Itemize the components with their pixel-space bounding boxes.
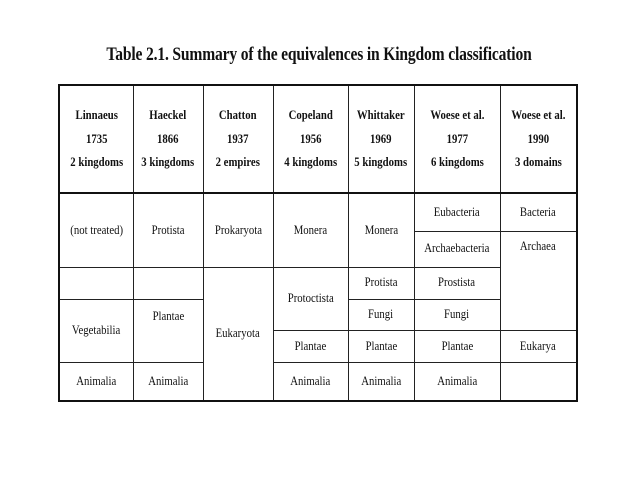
cell-chatton-prokaryota: Prokaryota (203, 193, 273, 267)
cell-woese77-animalia: Animalia (414, 363, 500, 401)
table-caption: Table 2.1. Summary of the equivalences in Kingdom classification (106, 44, 532, 65)
cell-woese77-plantae: Plantae (414, 331, 500, 363)
cell-copeland-animalia: Animalia (273, 363, 348, 401)
cell-copeland-plantae: Plantae (273, 331, 348, 363)
cell-haeckel-plantae: Plantae (133, 299, 203, 363)
cell-woese77-eubacteria: Eubacteria (414, 193, 500, 231)
cell-chatton-eukaryota: Eukaryota (203, 267, 273, 401)
cell-woese77-archaebacteria: Archaebacteria (414, 231, 500, 267)
header-copeland: Copeland 1956 4 kingdoms (273, 85, 348, 193)
cell-linnaeus-animalia: Animalia (59, 363, 133, 401)
kingdom-classification-table (58, 84, 578, 402)
cell-haeckel-protista: Protista (133, 193, 203, 267)
cell-copeland-monera: Monera (273, 193, 348, 267)
header-chatton: Chatton 1937 2 empires (203, 85, 273, 193)
header-row (59, 85, 577, 193)
cell-whittaker-animalia: Animalia (348, 363, 414, 401)
cell-whittaker-fungi: Fungi (348, 299, 414, 331)
cell-woese90-bacteria: Bacteria (500, 193, 577, 231)
header-woese-1990: Woese et al. 1990 3 domains (500, 85, 577, 193)
header-whittaker: Whittaker 1969 5 kingdoms (348, 85, 414, 193)
cell-linnaeus-not-treated: (not treated) (59, 193, 133, 267)
cell-whittaker-plantae: Plantae (348, 331, 414, 363)
cell-woese90-archaea: Archaea (500, 231, 577, 331)
cell-haeckel-animalia: Animalia (133, 363, 203, 401)
cell-linnaeus-vegetabilia: Vegetabilia (59, 299, 133, 363)
cell-woese77-prostista: Prostista (414, 267, 500, 299)
cell-woese77-fungi: Fungi (414, 299, 500, 331)
header-haeckel: Haeckel 1866 3 kingdoms (133, 85, 203, 193)
cell-copeland-protoctista: Protoctista (273, 267, 348, 331)
cell-woese90-empty (500, 363, 577, 401)
cell-whittaker-protista: Protista (348, 267, 414, 299)
cell-haeckel-spacer (133, 267, 203, 299)
cell-woese90-eukarya: Eukarya (500, 331, 577, 363)
header-linnaeus: Linnaeus 1735 2 kingdoms (59, 85, 133, 193)
cell-linnaeus-spacer (59, 267, 133, 299)
header-woese-1977: Woese et al. 1977 6 kingdoms (414, 85, 500, 193)
cell-whittaker-monera: Monera (348, 193, 414, 267)
